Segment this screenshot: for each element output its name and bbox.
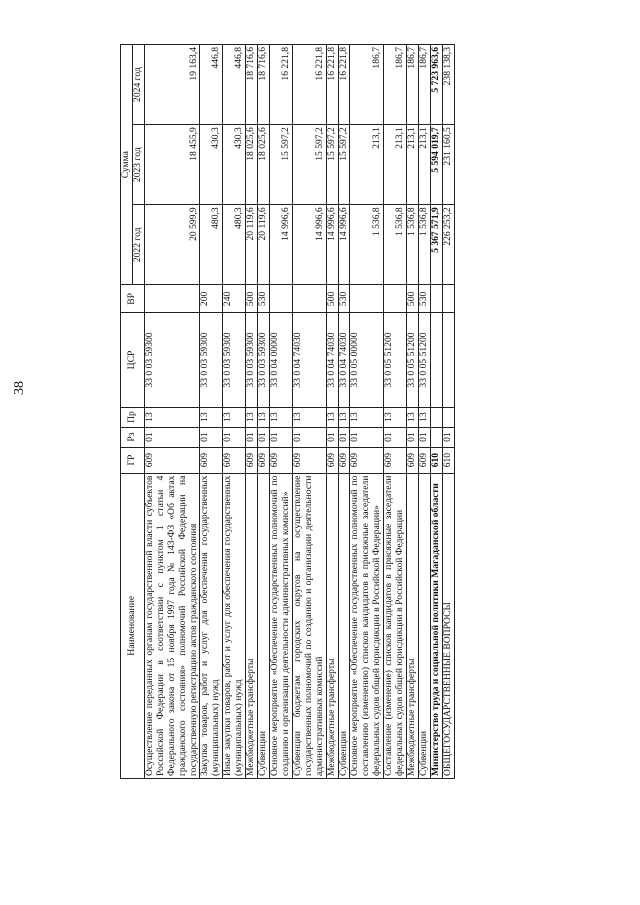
cell-name: Иные закупки товаров, работ и услуг для обеспечения государственных (муниципальных) нужд xyxy=(223,473,246,778)
cell-2024: 186,7 xyxy=(350,45,384,125)
cell-csr: 33 0 04 00000 xyxy=(269,313,292,407)
cell-2023: 213,1 xyxy=(350,125,384,205)
cell-2024: 238 138,3 xyxy=(442,45,454,125)
cell-2023: 430,3 xyxy=(223,125,246,205)
cell-vr: 200 xyxy=(200,285,223,313)
table-row xyxy=(430,45,442,779)
cell-rz xyxy=(430,427,442,447)
cell-csr: 33 0 05 00000 xyxy=(350,313,384,407)
table-row xyxy=(326,45,338,779)
cell-csr: 33 0 03 59300 xyxy=(200,313,223,407)
table-row xyxy=(292,45,326,779)
table-row xyxy=(407,45,419,779)
cell-2024: 16 221,8 xyxy=(292,45,326,125)
cell-2022: 20 119,6 xyxy=(258,205,270,285)
cell-csr: 33 0 04 74030 xyxy=(338,313,350,407)
cell-name: ОБЩЕГОСУДАРСТВЕННЫЕ ВОПРОСЫ xyxy=(442,473,454,778)
cell-2022: 480,3 xyxy=(200,205,223,285)
table-row xyxy=(269,45,292,779)
cell-2022: 14 996,6 xyxy=(326,205,338,285)
cell-name: Министерство труда и социальной политики Магаданской области xyxy=(430,473,442,778)
cell-2022: 1 536,8 xyxy=(407,205,419,285)
cell-2023: 15 597,2 xyxy=(338,125,350,205)
cell-gr: 609 xyxy=(200,447,223,473)
cell-rz: 01 xyxy=(338,427,350,447)
table-row xyxy=(338,45,350,779)
cell-2024: 18 716,6 xyxy=(246,45,258,125)
cell-2022: 226 253,2 xyxy=(442,205,454,285)
cell-vr xyxy=(350,285,384,313)
cell-pr: 13 xyxy=(258,407,270,427)
cell-2023: 213,1 xyxy=(384,125,407,205)
cell-vr: 500 xyxy=(246,285,258,313)
cell-2023: 15 597,2 xyxy=(269,125,292,205)
cell-pr xyxy=(442,407,454,427)
cell-rz: 01 xyxy=(223,427,246,447)
cell-gr: 609 xyxy=(292,447,326,473)
table-body xyxy=(144,45,454,779)
table-row xyxy=(223,45,246,779)
cell-pr: 13 xyxy=(350,407,384,427)
cell-2022: 1 536,8 xyxy=(384,205,407,285)
cell-vr: 530 xyxy=(418,285,430,313)
cell-vr: 530 xyxy=(338,285,350,313)
cell-vr: 530 xyxy=(258,285,270,313)
table-row xyxy=(350,45,384,779)
cell-2023: 15 597,2 xyxy=(326,125,338,205)
cell-gr: 609 xyxy=(384,447,407,473)
cell-2022: 14 996,6 xyxy=(292,205,326,285)
cell-pr: 13 xyxy=(418,407,430,427)
cell-2023: 18 025,6 xyxy=(258,125,270,205)
cell-pr: 13 xyxy=(384,407,407,427)
cell-csr xyxy=(442,313,454,407)
cell-pr: 13 xyxy=(144,407,200,427)
cell-name: Основное мероприятие «Обеспечение государственных полномочий по созданию и организации деятельности административных комиссий» xyxy=(269,473,292,778)
cell-2023: 15 597,2 xyxy=(292,125,326,205)
cell-pr: 13 xyxy=(200,407,223,427)
cell-gr: 609 xyxy=(223,447,246,473)
page-number: 38 xyxy=(12,381,27,395)
cell-csr: 33 0 03 59300 xyxy=(144,313,200,407)
cell-vr: 500 xyxy=(407,285,419,313)
cell-rz: 01 xyxy=(350,427,384,447)
header-name: Наименование xyxy=(121,473,145,778)
cell-csr: 33 0 04 74030 xyxy=(292,313,326,407)
cell-gr: 609 xyxy=(326,447,338,473)
cell-2022: 1 536,8 xyxy=(350,205,384,285)
cell-name: Субвенции бюджетам городских округов на осуществление государственных полномочий по созданию и организации деятельности административных комиссий xyxy=(292,473,326,778)
cell-2022: 1 536,8 xyxy=(418,205,430,285)
cell-rz: 01 xyxy=(326,427,338,447)
cell-2023: 5 594 019,7 xyxy=(430,125,442,205)
header-2022: 2022 год xyxy=(132,205,144,285)
table-row xyxy=(384,45,407,779)
cell-2024: 16 221,8 xyxy=(326,45,338,125)
header-vr: ВР xyxy=(121,285,145,313)
cell-gr: 609 xyxy=(246,447,258,473)
cell-2023: 430,3 xyxy=(200,125,223,205)
cell-2024: 5 723 963,6 xyxy=(430,45,442,125)
cell-rz: 01 xyxy=(292,427,326,447)
cell-2022: 14 996,6 xyxy=(269,205,292,285)
cell-2022: 480,3 xyxy=(223,205,246,285)
cell-vr xyxy=(269,285,292,313)
cell-pr: 13 xyxy=(407,407,419,427)
cell-rz: 01 xyxy=(258,427,270,447)
cell-gr: 609 xyxy=(418,447,430,473)
header-pr: Пр xyxy=(121,407,145,427)
budget-table-container xyxy=(120,44,590,779)
cell-2023: 18 025,6 xyxy=(246,125,258,205)
cell-rz: 01 xyxy=(418,427,430,447)
cell-gr: 609 xyxy=(258,447,270,473)
header-rz: Рз xyxy=(121,427,145,447)
cell-vr xyxy=(430,285,442,313)
header-2023: 2023 год xyxy=(132,125,144,205)
cell-gr: 610 xyxy=(442,447,454,473)
cell-pr: 13 xyxy=(292,407,326,427)
cell-gr: 609 xyxy=(407,447,419,473)
cell-csr: 33 0 04 74030 xyxy=(326,313,338,407)
cell-rz: 01 xyxy=(144,427,200,447)
cell-rz: 01 xyxy=(246,427,258,447)
cell-pr xyxy=(430,407,442,427)
cell-pr: 13 xyxy=(269,407,292,427)
cell-name: Основное мероприятие «Обеспечение государственных полномочий по составлению (изменению) списков кандидатов в присяжные заседатели федеральных судов общей юрисдикции в Российской Федерации» xyxy=(350,473,384,778)
cell-pr: 13 xyxy=(338,407,350,427)
cell-rz: 01 xyxy=(442,427,454,447)
header-sum: Сумма xyxy=(121,45,133,285)
header-gr: ГР xyxy=(121,447,145,473)
cell-2023: 213,1 xyxy=(418,125,430,205)
cell-2024: 186,7 xyxy=(407,45,419,125)
table-row xyxy=(246,45,258,779)
table-row xyxy=(200,45,223,779)
cell-2023: 18 455,9 xyxy=(144,125,200,205)
table-row xyxy=(144,45,200,779)
cell-csr: 33 0 03 59300 xyxy=(246,313,258,407)
cell-vr: 500 xyxy=(326,285,338,313)
cell-csr: 33 0 05 51200 xyxy=(384,313,407,407)
cell-2022: 20 119,6 xyxy=(246,205,258,285)
cell-2023: 213,1 xyxy=(407,125,419,205)
cell-2024: 16 221,8 xyxy=(269,45,292,125)
cell-csr: 33 0 03 59300 xyxy=(223,313,246,407)
cell-csr xyxy=(430,313,442,407)
cell-2024: 16 221,8 xyxy=(338,45,350,125)
cell-name: Субвенции xyxy=(338,473,350,778)
header-2024: 2024 год xyxy=(132,45,144,125)
cell-rz: 01 xyxy=(384,427,407,447)
cell-name: Межбюджетные трансферты xyxy=(246,473,258,778)
cell-pr: 13 xyxy=(246,407,258,427)
cell-rz: 01 xyxy=(269,427,292,447)
table-row xyxy=(442,45,454,779)
table-row xyxy=(258,45,270,779)
cell-rz: 01 xyxy=(407,427,419,447)
cell-name: Субвенции xyxy=(258,473,270,778)
cell-gr: 609 xyxy=(269,447,292,473)
cell-gr: 609 xyxy=(350,447,384,473)
cell-name: Субвенции xyxy=(418,473,430,778)
cell-2024: 18 716,6 xyxy=(258,45,270,125)
cell-name: Межбюджетные трансферты xyxy=(326,473,338,778)
cell-2024: 186,7 xyxy=(384,45,407,125)
cell-name: Межбюджетные трансферты xyxy=(407,473,419,778)
cell-pr: 13 xyxy=(326,407,338,427)
budget-table xyxy=(120,44,455,779)
cell-gr: 610 xyxy=(430,447,442,473)
cell-pr: 13 xyxy=(223,407,246,427)
cell-vr xyxy=(292,285,326,313)
table-header xyxy=(121,45,145,779)
cell-vr xyxy=(442,285,454,313)
cell-rz: 01 xyxy=(200,427,223,447)
cell-gr: 609 xyxy=(338,447,350,473)
cell-name: Закупка товаров, работ и услуг для обеспечения государственных (муниципальных) нужд xyxy=(200,473,223,778)
cell-csr: 33 0 03 59300 xyxy=(258,313,270,407)
cell-2022: 20 599,9 xyxy=(144,205,200,285)
cell-2022: 5 367 571,9 xyxy=(430,205,442,285)
cell-2022: 14 996,6 xyxy=(338,205,350,285)
cell-csr: 33 0 05 51200 xyxy=(418,313,430,407)
cell-vr xyxy=(384,285,407,313)
cell-gr: 609 xyxy=(144,447,200,473)
table-row xyxy=(418,45,430,779)
cell-2023: 231 160,5 xyxy=(442,125,454,205)
cell-2024: 19 163,4 xyxy=(144,45,200,125)
header-csr: ЦСР xyxy=(121,313,145,407)
cell-2024: 446,8 xyxy=(223,45,246,125)
cell-2024: 446,8 xyxy=(200,45,223,125)
cell-2024: 186,7 xyxy=(418,45,430,125)
cell-vr xyxy=(144,285,200,313)
cell-name: Осуществление переданных органам государственной власти субъектов Российской Федерации в соответствии с пунктом 1 статьи 4 Федерального закона от 15 ноября 1997 года № 143-ФЗ «Об актах гражданского состояния» полномочий Российской Федерации на государственную регистрацию актов гражданского состояния xyxy=(144,473,200,778)
cell-name: Составление (изменение) списков кандидатов в присяжные заседатели федеральных судов общей юрисдикции в Российской Федерации xyxy=(384,473,407,778)
cell-csr: 33 0 05 51200 xyxy=(407,313,419,407)
cell-vr: 240 xyxy=(223,285,246,313)
